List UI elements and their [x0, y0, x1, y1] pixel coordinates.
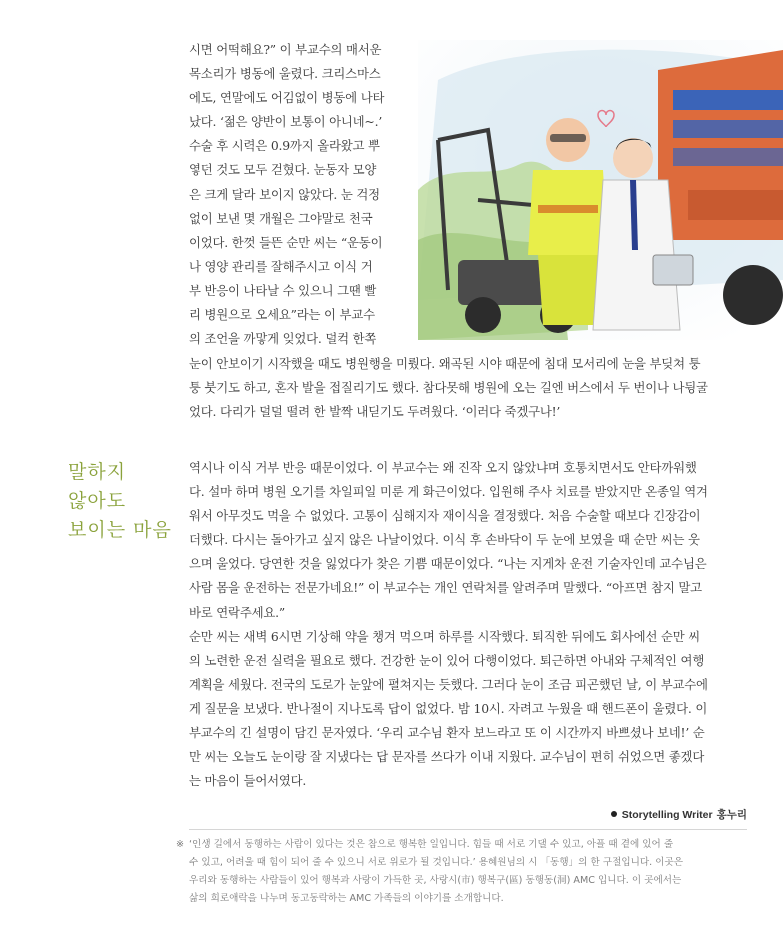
truck [658, 50, 783, 240]
paragraph-1-continuation [189, 352, 745, 424]
footnote-line: 삶의 희로애락을 나누며 동고동락하는 AMC 가족들의 이야기를 소개합니다. [189, 893, 504, 904]
footnote-body [189, 836, 756, 908]
heading-line: 말하지 [68, 461, 127, 483]
text-line: 으며 울었다. 당연한 것을 잃었다가 찾은 기쁨 때문이었다. “나는 지게차 운전 기술자인데 교수님은 [189, 556, 707, 572]
text-line: 역시나 이식 거부 반응 때문이었다. 이 부교수는 왜 진작 오지 않았냐며 호통치면서도 안타까워했 [189, 460, 697, 475]
heading-line: 보이는 마음 [68, 519, 172, 541]
text-line: 났다. ‘젊은 양반이 보통이 아니네~.’ [189, 114, 383, 130]
byline-name: 홍누리 [716, 809, 747, 821]
text-line: 나 영양 관리를 잘해주시고 이식 거 [189, 258, 373, 274]
text-line: 더했다. 다시는 돌아가고 싶지 않은 나날이었다. 이식 후 손바닥이 두 눈에 보였을 때 순만 씨는 웃 [189, 532, 700, 548]
text-line: 은 크게 달라 보이지 않았다. 눈 걱정 [189, 186, 380, 202]
footnote-line: 우리와 동행하는 사람들이 있어 행복과 사랑이 가득한 곳, 사랑시(市) 행복구(區) 동행동(洞) AMC 입니다. 이 곳에서는 [189, 875, 682, 886]
text-line: 없이 보낸 몇 개월은 그야말로 천국 [189, 210, 373, 226]
footnote [176, 836, 756, 908]
section-heading [68, 458, 178, 545]
text-line: 리 병원으로 오세요”라는 이 부교수 [189, 307, 375, 323]
text-line: 게 질문을 보냈다. 반나절이 지나도록 답이 없었다. 밤 10시. 자려고 누웠을 때 핸드폰이 울렸다. 이 [189, 700, 708, 716]
text-line: 시면 어떡해요?” 이 부교수의 매서운 [189, 42, 382, 57]
text-line: 의 노련한 운전 실력을 필요로 했다. 건강한 눈이 있어 다행이었다. 퇴근하면 아내와 구체적인 여행 [189, 652, 705, 668]
text-line: 부교수의 긴 설명이 담긴 문자였다. ‘우리 교수님 환자 보느라고 또 이 시간까지 바쁘셨나 보네!’ 순 [189, 725, 705, 741]
text-line: 사람 몸을 운전하는 전문가네요!” 이 부교수는 개인 연락처를 알려주며 말했다. “아프면 참지 말고 [189, 580, 702, 596]
text-line: 눈이 안보이기 시작했을 때도 병원행을 미뤘다. 왜곡된 시야 때문에 침대 모서리에 눈을 부딪쳐 퉁 [189, 356, 701, 371]
paragraph-2 [189, 456, 745, 793]
footnote-mark: ※ [176, 839, 185, 850]
bullet-icon [611, 811, 617, 817]
text-line: 수술 후 시력은 0.9까지 올라왔고 뿌 [189, 138, 380, 154]
text-line: 목소리가 병동에 울렸다. 크리스마스 [189, 66, 381, 82]
divider [189, 829, 747, 830]
text-line: 퉁 붓기도 하고, 혼자 발을 접질리기도 했다. 참다못해 병원에 오는 길엔 버스에서 두 번이나 나뒹굴 [189, 380, 708, 396]
heading-line: 않아도 [68, 490, 127, 512]
text-line: 었다. 다리가 덜덜 떨려 한 발짝 내딛기도 두려웠다. ‘이러다 죽겠구나!’ [189, 404, 561, 420]
footnote-line: ‘인생 길에서 동행하는 사람이 있다는 것은 참으로 행복한 일입니다. 힘들 때 서로 기댈 수 있고, 아플 때 곁에 있어 줄 [189, 839, 674, 850]
byline-role: Storytelling Writer [621, 809, 713, 821]
text-line: 에도, 연말에도 어김없이 병동에 나타 [189, 90, 385, 106]
text-line: 옇던 것도 모두 걷혔다. 눈동자 모양 [189, 162, 377, 178]
text-line: 다. 설마 하며 병원 오기를 차일피일 미룬 게 화근이었다. 입원해 주사 치료를 받았지만 온종일 역겨 [189, 484, 708, 500]
intro-paragraph [189, 38, 415, 351]
forklift-doctor-illustration [418, 40, 783, 340]
text-line: 이었다. 한껏 들뜬 순만 씨는 “운동이 [189, 234, 383, 250]
text-line: 는 마음이 들어서였다. [189, 773, 307, 789]
byline [611, 807, 747, 822]
text-line: 의 조언을 까맣게 잊었다. 덜컥 한쪽 [189, 331, 377, 347]
text-line: 만 씨는 오늘도 눈이랑 잘 지냈다는 답 문자를 쓰다가 이내 지웠다. 교수님이 편히 쉬었으면 좋겠다 [189, 749, 705, 765]
text-line: 워서 아무것도 먹을 수 없었다. 고통이 심해지자 재이식을 결정했다. 처음 수술할 때보다 긴장감이 [189, 508, 701, 524]
text-line: 순만 씨는 새벽 6시면 기상해 약을 챙겨 먹으며 하루를 시작했다. 퇴직한 뒤에도 회사에선 순만 씨 [189, 628, 700, 644]
footnote-line: 수 있고, 어려울 때 힘이 되어 줄 수 있으니 서로 위로가 될 것입니다.’ 용혜원님의 시 「동행」의 한 구절입니다. 이곳은 [189, 857, 684, 868]
text-line: 바로 연락주세요.” [189, 604, 285, 620]
text-line: 부 반응이 나타날 수 있으니 그땐 빨 [189, 282, 377, 298]
text-line: 계획을 세웠다. 전국의 도로가 눈앞에 펼쳐지는 듯했다. 그러다 눈이 조금 피곤했던 날, 이 부교수에 [189, 676, 708, 692]
